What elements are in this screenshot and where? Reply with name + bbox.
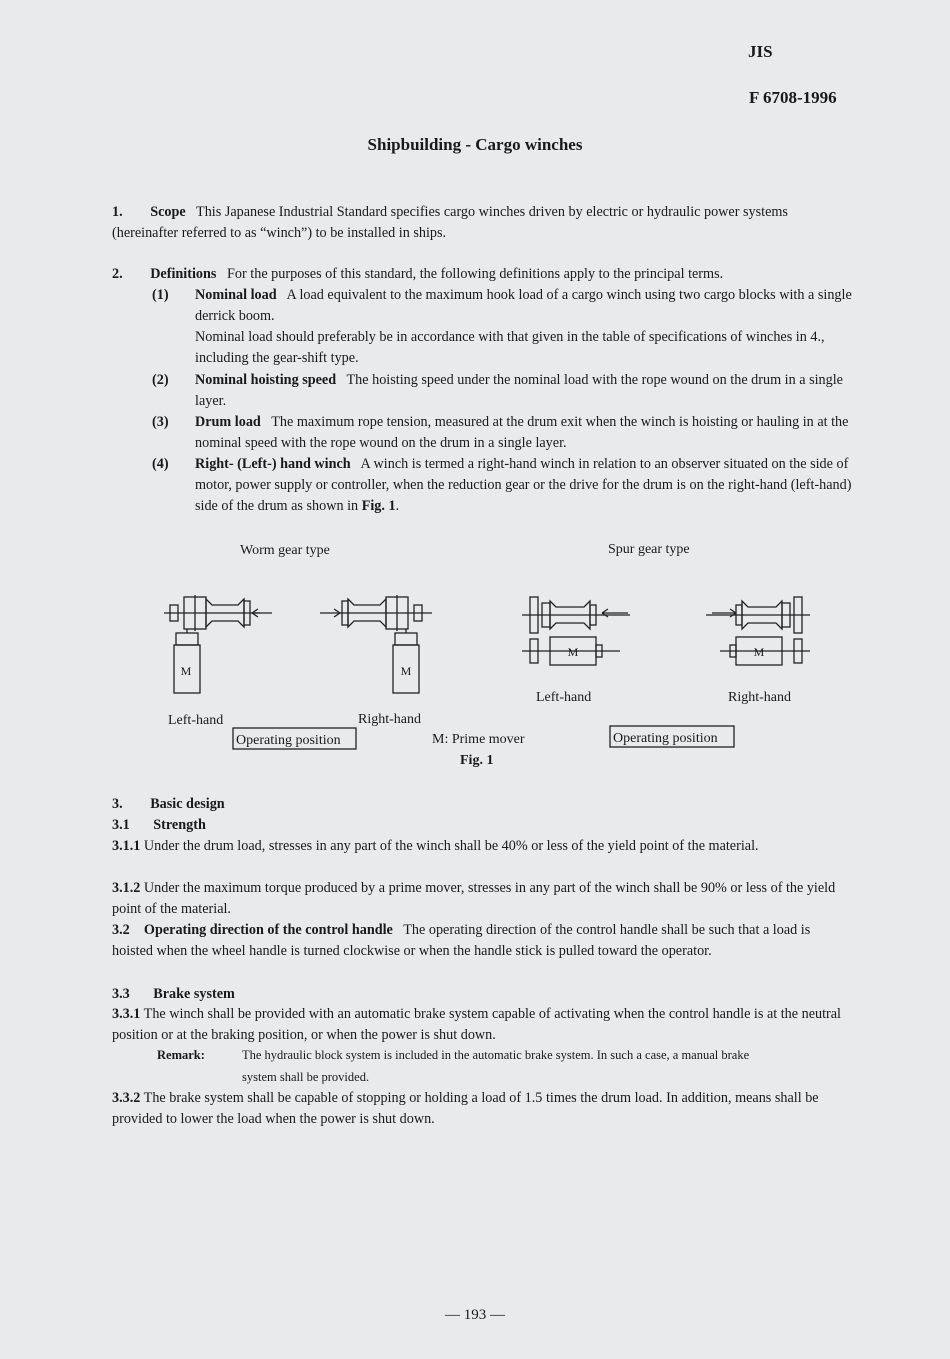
item-text-continued: Nominal load should preferably be in accordance with that given in the table of specifications of winches in 4., including the gear-shift type. [195,329,825,366]
section-heading: Basic design [150,796,225,812]
subsection-strength [112,815,854,836]
worm-gear-label: Worm gear type [240,543,330,558]
motor-label: M [567,645,579,659]
prime-mover-label: M: Prime mover [432,732,525,747]
item-heading: Drum load [195,414,261,430]
item-number: (4) [152,456,169,472]
remark-label: Remark: [157,1048,205,1062]
item-text: A winch is termed a right-hand winch in relation to an observer situated on the side of motor, power supply or controller, when the reduction gear or the drive for the drum is on the right-hand (left-hand) side of the drum as shown in [195,456,852,514]
definition-item [152,370,854,412]
remark-text: system shall be provided. [242,1070,370,1084]
clause-number: 3.2 [112,922,130,938]
item-text: A load equivalent to the maximum hook load of a cargo winch using two cargo blocks with a single derrick boom. [195,287,852,324]
worm-right-hand-winch [320,595,432,693]
clause-heading: Operating direction of the control handle [143,922,393,938]
section-number: 2. [112,266,123,282]
item-heading: Nominal load [195,287,277,303]
clause-3-1-1 [112,836,854,857]
clause-3-3-1 [112,1004,854,1046]
remark-text: The hydraulic block system is included in the automatic brake system. In such a case, a manual brake [242,1048,750,1062]
item-number: (2) [152,372,169,388]
header-org: JIS [748,42,773,61]
right-hand-label: Right-hand [358,712,421,727]
section-text: This Japanese Industrial Standard specifies cargo winches driven by electric or hydraulic power systems (hereinafter referred to as “winch”) to be installed in ships. [112,204,788,241]
section-number: 3.1 [112,817,130,833]
remark [157,1044,857,1088]
worm-left-hand-winch [164,595,272,693]
clause-text: The operating direction of the control handle shall be such that a load is hoisted when the wheel handle is turned clockwise or when the handle stick is pulled toward the operator. [112,922,811,959]
section-scope [112,202,854,244]
right-hand-label: Right-hand [728,690,791,705]
motor-label: M [400,664,412,678]
clause-number: 3.1.1 [112,838,141,854]
clause-3-2 [112,920,854,962]
definition-item [152,454,854,517]
spur-gear-label: Spur gear type [608,542,690,557]
clause-number: 3.3.1 [112,1006,141,1022]
header-code: F 6708-1996 [749,88,837,107]
page-number: — 193 — [445,1307,505,1323]
section-heading: Brake system [153,986,235,1002]
left-hand-label: Left-hand [536,690,592,705]
clause-3-3-2 [112,1088,854,1130]
operating-position-label: Operating position [236,733,341,748]
document-title: Shipbuilding - Cargo winches [367,135,583,154]
item-text: The hoisting speed under the nominal load with the rope wound on the drum in a single layer. [195,372,843,409]
item-number: (3) [152,414,169,430]
clause-number: 3.3.2 [112,1090,141,1106]
operating-position-label: Operating position [613,731,718,746]
item-text: The maximum rope tension, measured at the drum exit when the winch is hoisting or hauling in at the nominal speed with the rope wound on the drum in a single layer. [195,414,849,451]
figure-caption: Fig. 1 [460,753,494,768]
section-basic-design [112,794,854,815]
figure-svg [150,535,850,775]
clause-text: Under the drum load, stresses in any part of the winch shall be 40% or less of the yield point of the material. [143,838,759,854]
subsection-brake-system [112,984,854,1005]
clause-3-1-2 [112,878,854,920]
section-number: 3. [112,796,123,812]
section-number: 1. [112,204,123,220]
item-text-end: . [395,498,400,514]
section-heading: Strength [153,817,206,833]
left-hand-label: Left-hand [168,713,224,728]
motor-label: M [753,645,765,659]
clause-text: The winch shall be provided with an automatic brake system capable of activating when the control handle is at the neutral position or at the braking position, or when the power is shut down. [112,1006,841,1043]
item-heading: Right- (Left-) hand winch [195,456,351,472]
section-number: 3.3 [112,986,130,1002]
clause-number: 3.1.2 [112,880,141,896]
clause-text: The brake system shall be capable of stopping or holding a load of 1.5 times the drum load. In addition, means shall be provided to lower the load when the power is shut down. [112,1090,819,1127]
item-number: (1) [152,287,169,303]
figure-1 [150,535,850,775]
section-heading: Scope [150,204,186,220]
motor-label: M [180,664,192,678]
section-heading: Definitions [150,266,217,282]
clause-text: Under the maximum torque produced by a prime mover, stresses in any part of the winch shall be 90% or less of the yield point of the material. [112,880,836,917]
figure-reference: Fig. 1 [361,498,396,514]
definition-item [152,285,854,369]
section-text: For the purposes of this standard, the following definitions apply to the principal terms. [227,266,724,282]
section-definitions [112,264,854,285]
definition-item [152,412,854,454]
item-heading: Nominal hoisting speed [195,372,337,388]
